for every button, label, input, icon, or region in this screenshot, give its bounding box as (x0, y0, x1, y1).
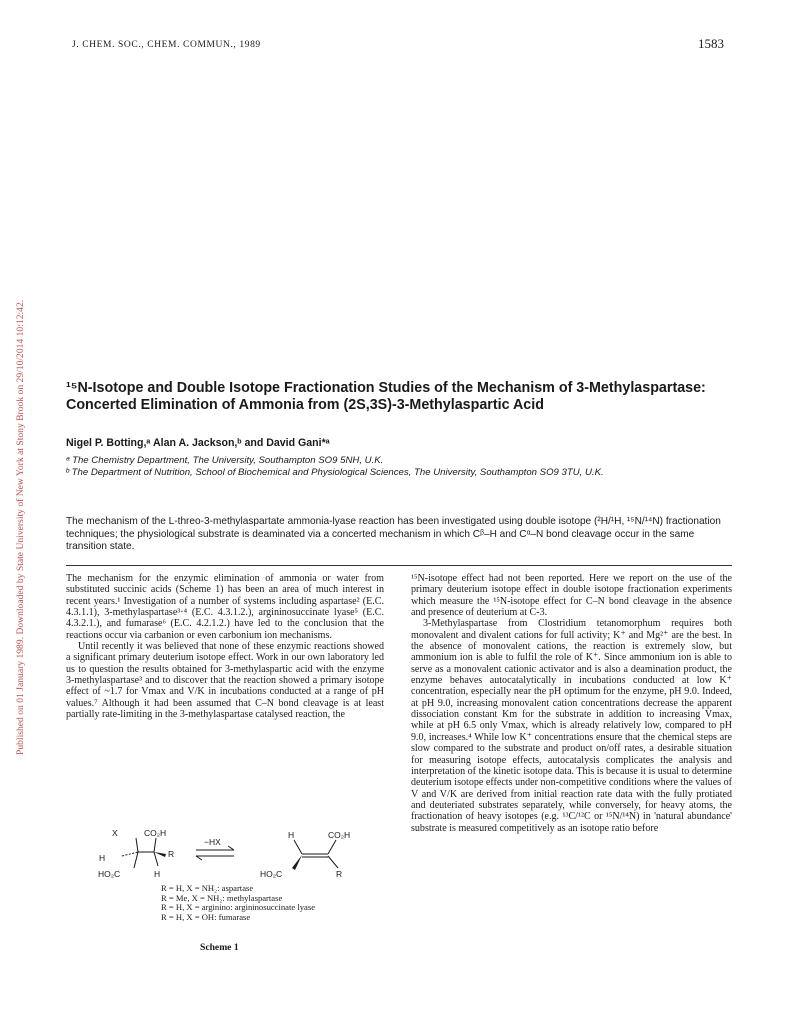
paragraph: 3-Methylaspartase from Clostridium tetanomorphum requires both monovalent and divalent cations for full activity; K⁺ and Mg²⁺ are the best. In the absence of monovalent cations, the reaction is extremely slow, but ammonium ion is able to fulfil the role of K⁺. Since ammonium ion is able to serve as a monovalent cationic activator and is also a deamination product, the enzyme behaves autocatalytically in incubations conducted at low K⁺ concentration, especially near the pH optimum for the enzyme, pH 9.0. Indeed, at pH 9.0, increasing monovalent cation concentrations decrease the apparent dissociation constant Km for the substrate in addition to increasing Vmax, while at pH 6.5 only Vmax, which is already relatively low, compared to pH 9.0, increases.⁴ While low K⁺ concentrations ensure that the chemical steps are slow compared to the substrate and product on/off rates, a desirable situation for measuring isotope effects, autocatalysis complicates the analysis and interpretation of the kinetic isotope data. This is because it is usual to determine deuterium isotope effects under non-competitive conditions where the values of V and V/K are derived from initial reaction rate data with the fully protiated and deuteriated substrates separately, while conversely, for heavy atoms, the fractionation of heavy isotopes (e.g. ¹³C/¹²C or ¹⁵N/¹⁴N) in 'natural abundance' substrate is measured competitively as an isotope ratio before (411, 618, 732, 834)
section-divider (66, 565, 732, 566)
label-r-left: R (168, 849, 175, 859)
label-minus-hx: −HX (204, 837, 221, 847)
label-h-left: H (99, 853, 106, 863)
affiliations (66, 455, 746, 479)
download-notice-text: Published on 01 January 1989. Downloaded by State University of New York at Stony Brook on 29/10/2014 10:12:42. (15, 299, 26, 755)
right-column (411, 573, 732, 834)
left-column (66, 573, 384, 720)
download-notice (4, 135, 26, 755)
r-group-item: R = H, X = arginino: argininosuccinate lyase (161, 902, 316, 913)
page-number: 1583 (698, 36, 724, 51)
r-group-item: R = Me, X = NH₂: methylaspartase (161, 892, 283, 903)
label-ho2c-left: HO₂C (98, 869, 121, 879)
paragraph: ¹⁵N-isotope effect had not been reported. Here we report on the use of the primary deuterium isotope effect in double isotope fractionation experiments which measure the ¹⁵N-isotope effect for C–N bond cleavage in the absence and presence of deuterium at C-3. (411, 573, 732, 619)
r-group-item: R = H, X = OH: fumarase (161, 911, 251, 922)
affiliation-b: ᵇ The Department of Nutrition, School of Biochemical and Physiological Sciences, The University, Southampton SO9 3TU, U.K. (66, 467, 604, 479)
author-list: Nigel P. Botting,ᵃ Alan A. Jackson,ᵇ and David Gani*ᵃ (66, 437, 330, 449)
label-ho2c-right: HO₂C (260, 869, 283, 879)
label-r-right: R (336, 869, 343, 879)
label-h-right: H (288, 830, 295, 840)
label-x: X (112, 828, 118, 838)
article-title: ¹⁵N-Isotope and Double Isotope Fractionation Studies of the Mechanism of 3-Methylaspartase: Concerted Elimination of Ammonia from (2S,3S)-3-Methylaspartic Acid (66, 380, 706, 413)
r-group-list (161, 884, 315, 922)
affiliation-a: ᵃ The Chemistry Department, The University, Southampton SO9 5NH, U.K. (66, 455, 384, 466)
scheme-caption: Scheme 1 (200, 942, 239, 953)
paragraph: The mechanism for the enzymic elimination of ammonia or water from substituted succinic acids (Scheme 1) has been an area of much interest in recent years.¹ Investigation of a number of systems including aspartase² (E.C. 4.3.1.1), 3-methylaspartase³·⁴ (E.C. 4.3.1.2.), argininosuccinate lyase⁵ (E.C. 4.3.2.1.), and fumarase⁶ (E.C. 4.2.1.2.) have led to the conclusion that the reactions occur via carbanion or even carbonium ion mechanisms. (66, 573, 384, 641)
paragraph: Until recently it was believed that none of these enzymic reactions showed a significant primary deuterium isotope effect. Work in our own laboratory led us to question the results obtained for 3-methylaspartic acid with the enzyme 3-methylaspartase³ and to discover that the reaction showed a primary isotope effect of ~1.7 for Vmax and V/K in incubations conducted at a range of pH values.⁷ Although it had been assumed that C–N bond cleavage is at least partially rate-limiting in the 3-methylaspartase catalysed reaction, the (66, 641, 384, 721)
label-h-bottom: H (154, 869, 161, 879)
label-co2h-right: CO₂H (328, 830, 351, 840)
journal-header: J. CHEM. SOC., CHEM. COMMUN., 1989 (72, 40, 261, 50)
r-group-item: R = H, X = NH₂: aspartase (161, 883, 254, 893)
abstract: The mechanism of the L-threo-3-methylaspartate ammonia-lyase reaction has been investigated using double isotope (²H/¹H, ¹⁵N/¹⁴N) fractionation techniques; the physiological substrate is deaminated via a concerted mechanism in which Cᵝ–H and Cᵅ–N bond cleavage occur in the same transition state. (66, 516, 721, 553)
label-co2h-left: CO₂H (144, 828, 167, 838)
